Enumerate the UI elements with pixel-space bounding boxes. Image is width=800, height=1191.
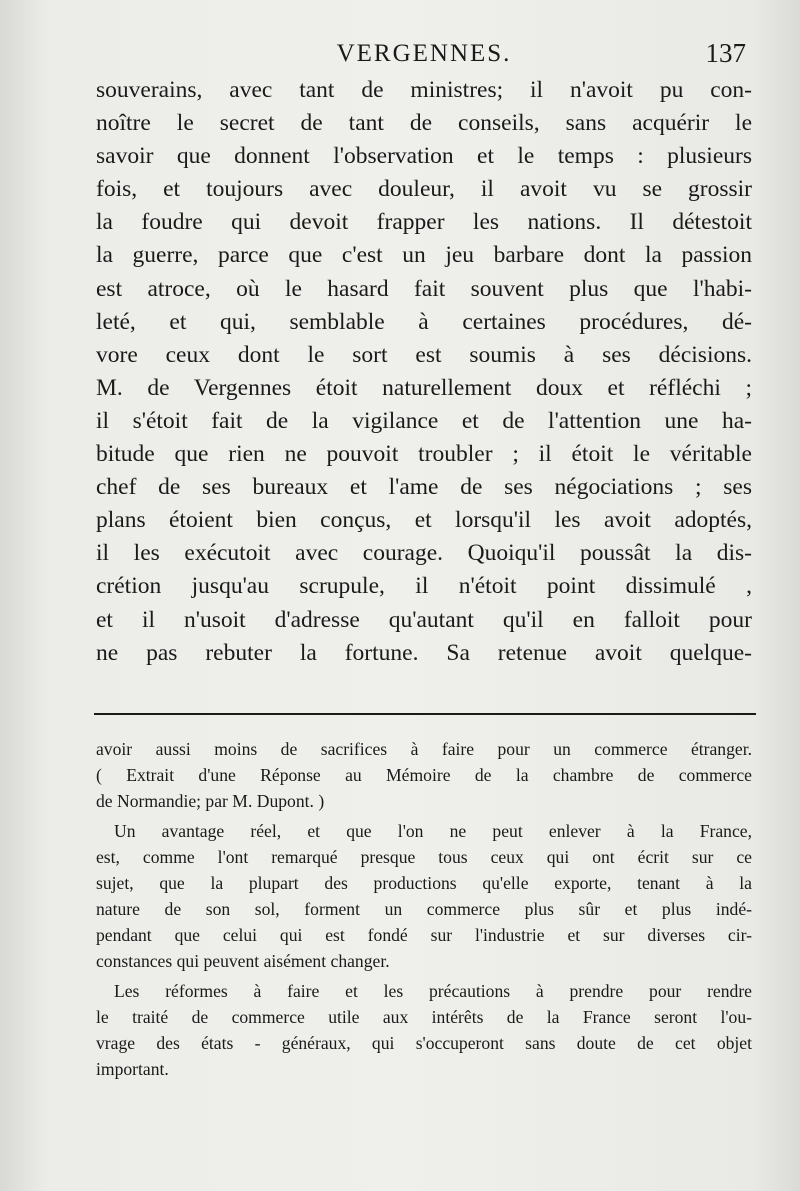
footnote-line: de Normandie; par M. Dupont. ) [96,791,325,811]
footnote-line: Les réformes à faire et les précautions à prendre pour rendre [114,981,752,1001]
text-line: noître le secret de tant de conseils, sans acquérir le [96,110,752,137]
footnote-line: ( Extrait d'une Réponse au Mémoire de la chambre de commerce [96,765,752,785]
page-header [96,34,752,74]
page-number: 137 [705,38,746,68]
text-line: chef de ses bureaux et l'ame de ses négociations ; ses [96,474,752,501]
text-line: M. de Vergennes étoit naturellement doux et réfléchi ; [96,374,752,401]
text-line: bitude que rien ne pouvoit troubler ; il étoit le véritable [96,441,752,468]
text-line: ne pas rebuter la fortune. Sa retenue avoit quelque- [96,639,752,666]
text-line: la foudre qui devoit frapper les nations. Il détestoit [96,209,752,236]
footnote-line: est, comme l'ont remarqué presque tous ceux qui ont écrit sur ce [96,847,752,867]
text-line: souverains, avec tant de ministres; il n'avoit pu con- [96,77,752,103]
footnote-line: sujet, que la plupart des productions qu'elle exporte, tenant à la [96,873,752,893]
text-line: leté, et qui, semblable à certaines procédures, dé- [96,308,752,335]
text-line: savoir que donnent l'observation et le temps : plusieurs [96,143,752,170]
footnote-line: pendant que celui qui est fondé sur l'industrie et sur diverses cir- [96,925,752,945]
text-line: vore ceux dont le sort est soumis à ses décisions. [96,341,752,368]
footnotes-block [96,736,752,1086]
footnote-paragraph [96,818,752,974]
main-text-block [96,74,752,670]
text-line: il les exécutoit avec courage. Quoiqu'il poussât la dis- [96,540,752,567]
footnote-paragraph [96,978,752,1082]
footnote-line: le traité de commerce utile aux intérêts de la France seront l'ou- [96,1007,752,1027]
text-line: la guerre, parce que c'est un jeu barbare dont la passion [96,242,752,269]
text-line: il s'étoit fait de la vigilance et de l'attention une ha- [96,407,752,434]
running-title: VERGENNES. [336,40,512,67]
text-line: est atroce, où le hasard fait souvent plus que l'habi- [96,275,752,302]
text-line: crétion jusqu'au scrupule, il n'étoit point dissimulé , [96,573,752,600]
footnote-line: avoir aussi moins de sacrifices à faire pour un commerce étranger. [96,739,752,759]
footnote-line: nature de son sol, forment un commerce plus sûr et plus indé- [96,899,752,919]
footnote-line: constances qui peuvent aisément changer. [96,951,390,971]
footnote-paragraph [96,736,752,814]
text-line: fois, et toujours avec douleur, il avoit vu se grossir [96,176,752,203]
footnote-line: important. [96,1059,169,1079]
footnote-divider [94,713,756,715]
text-line: et il n'usoit d'adresse qu'autant qu'il en falloit pour [96,606,752,633]
footnote-line: vrage des états - généraux, qui s'occuperont sans doute de cet objet [96,1033,752,1053]
text-line: plans étoient bien conçus, et lorsqu'il les avoit adoptés, [96,507,752,534]
footnote-line: Un avantage réel, et que l'on ne peut enlever à la France, [114,821,752,841]
